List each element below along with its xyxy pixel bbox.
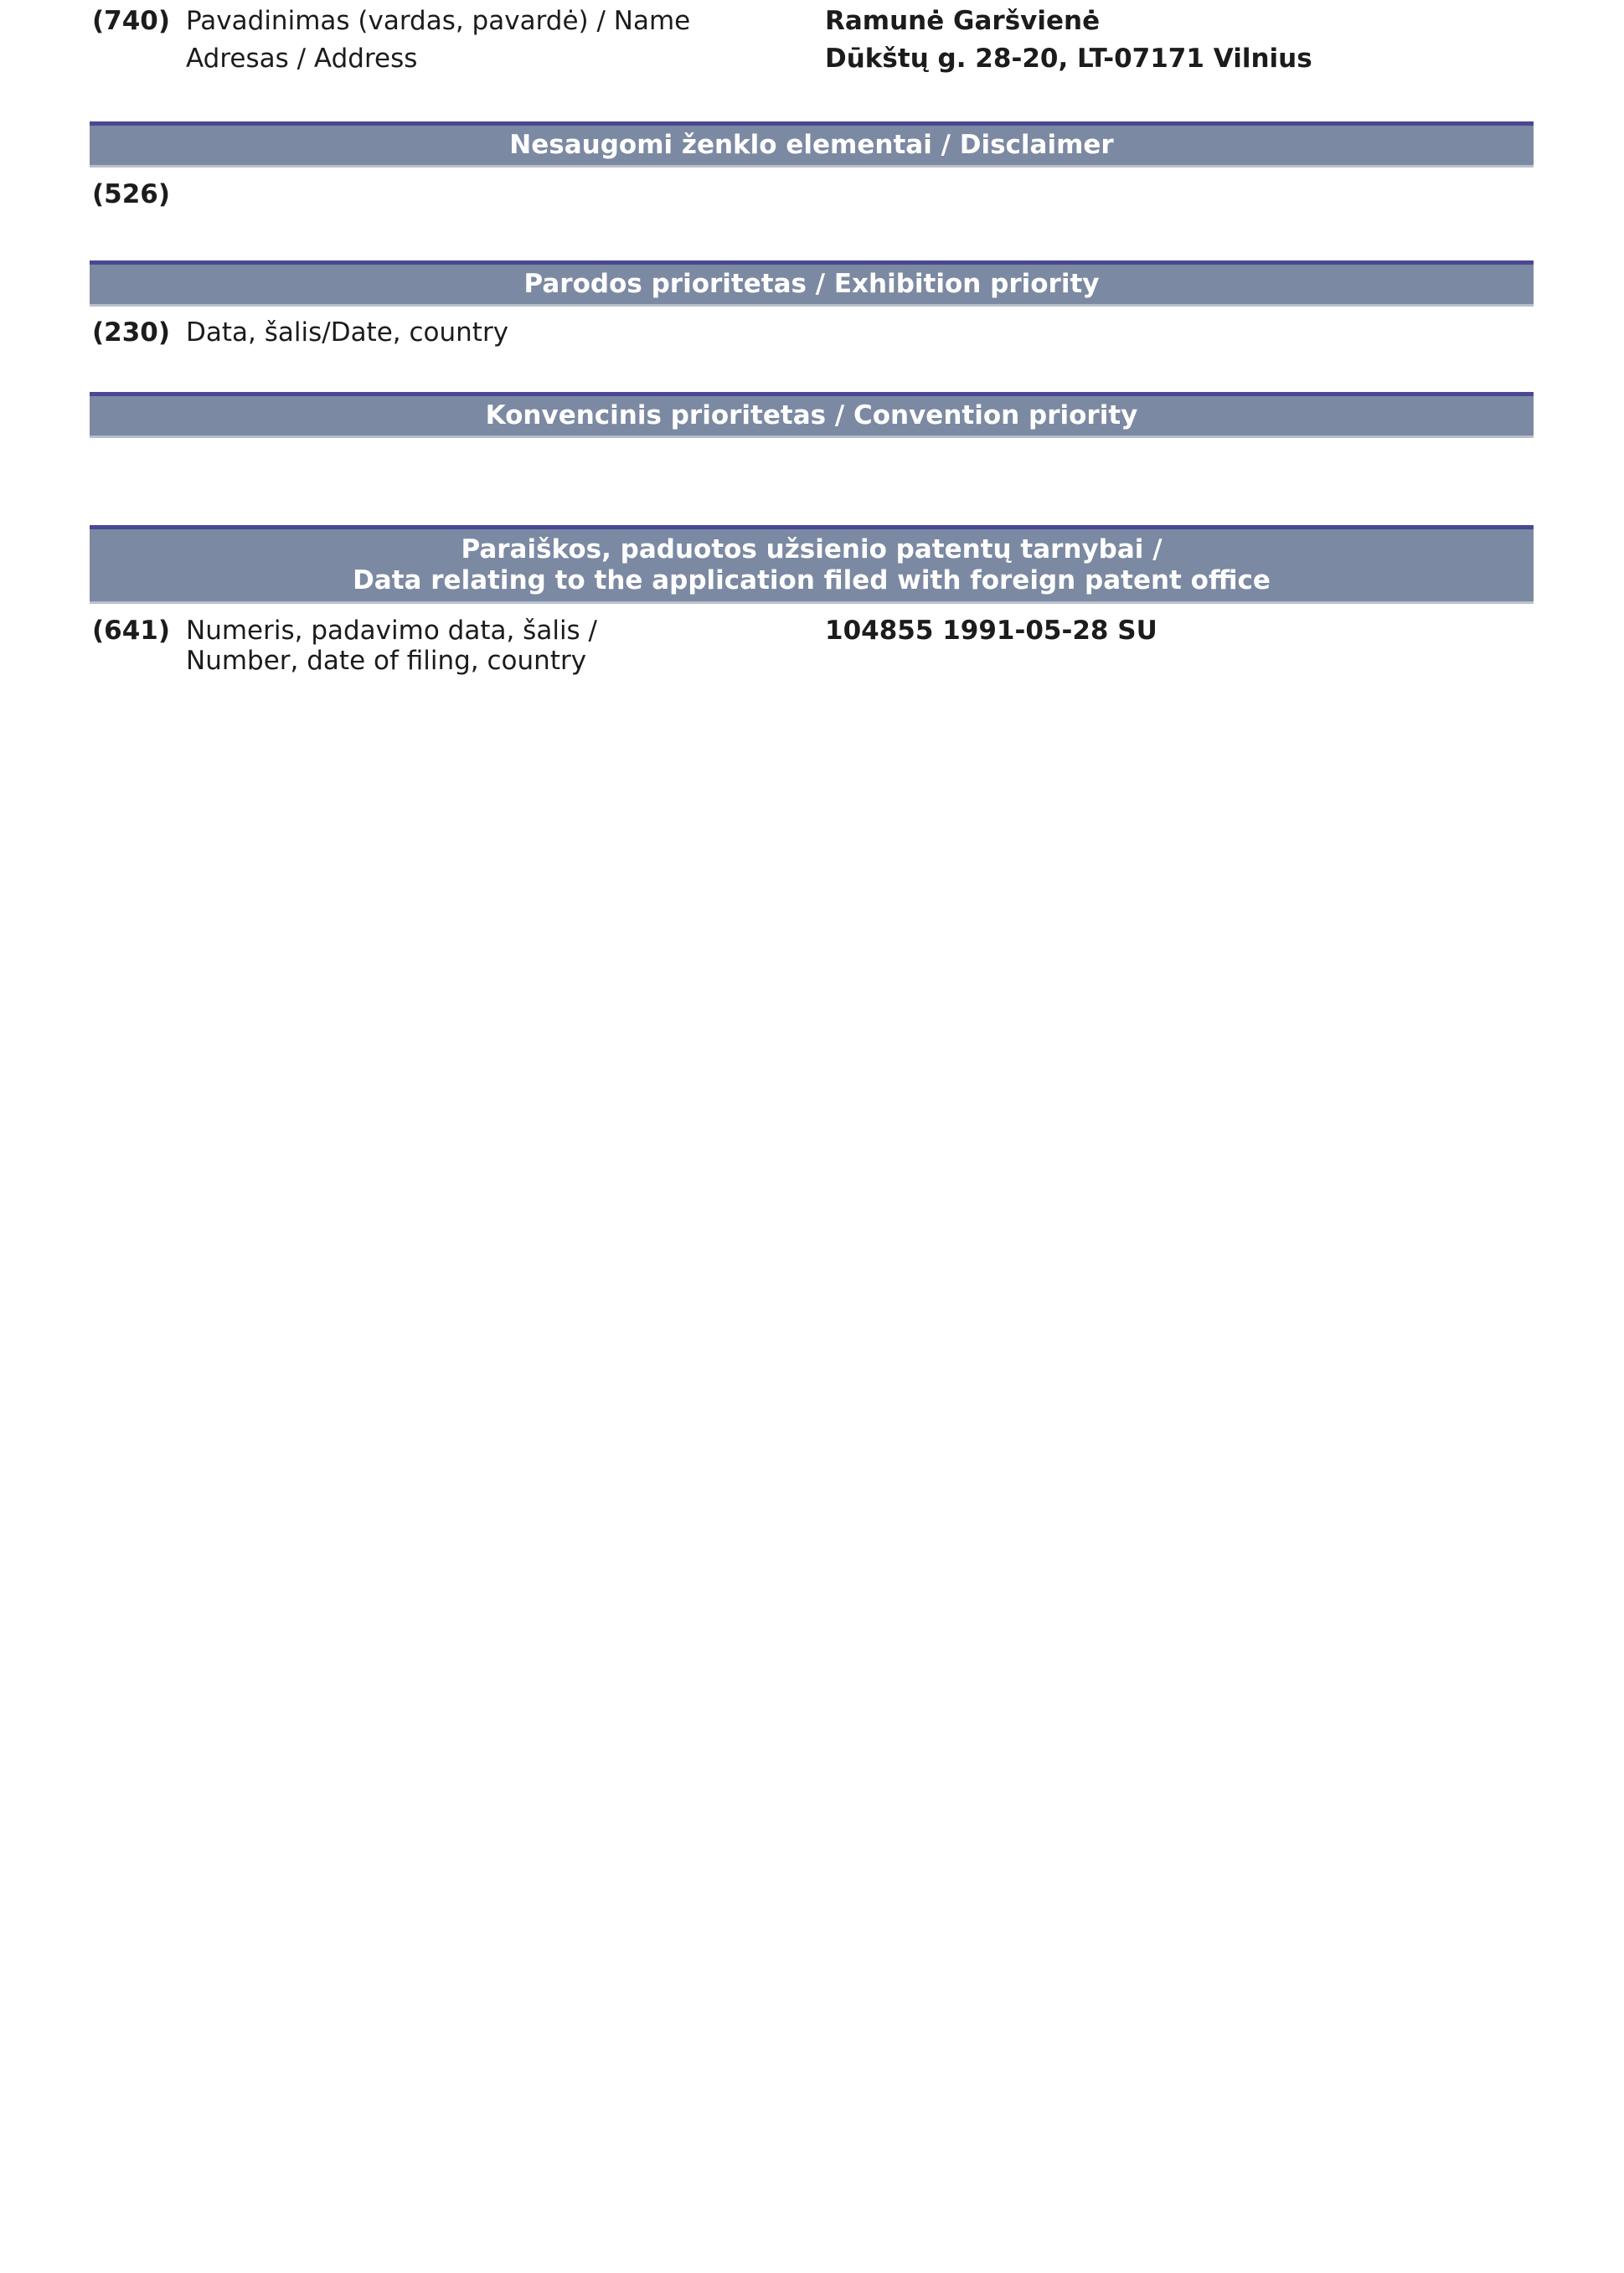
foreign-application-label-line1: Numeris, padavimo data, šalis / bbox=[186, 616, 598, 646]
section-header-convention-priority: Konvencinis prioritetas / Convention priority bbox=[90, 392, 1534, 438]
representative-address-value: Dūkštų g. 28-20, LT-07171 Vilnius bbox=[825, 44, 1312, 74]
foreign-application-header-line2: Data relating to the application filed with foreign patent office bbox=[353, 565, 1271, 595]
foreign-application-header-line1: Paraiškos, paduotos užsienio patentų tarnybai / bbox=[461, 534, 1163, 564]
section-header-disclaimer: Nesaugomi ženklo elementai / Disclaimer bbox=[90, 121, 1534, 168]
inid-code-230: (230) bbox=[92, 317, 171, 348]
inid-code-641: (641) bbox=[92, 616, 171, 646]
exhibition-priority-label: Data, šalis/Date, country bbox=[186, 317, 509, 348]
representative-name-value: Ramunė Garšvienė bbox=[825, 6, 1101, 36]
section-header-exhibition-priority: Parodos prioritetas / Exhibition priority bbox=[90, 260, 1534, 307]
inid-code-740: (740) bbox=[92, 6, 171, 36]
representative-name-label: Pavadinimas (vardas, pavardė) / Name bbox=[186, 6, 691, 36]
inid-code-526: (526) bbox=[92, 179, 171, 209]
representative-address-label: Adresas / Address bbox=[186, 44, 418, 74]
section-header-foreign-application bbox=[90, 525, 1534, 604]
foreign-application-value: 104855 1991-05-28 SU bbox=[825, 616, 1157, 646]
foreign-application-label-line2: Number, date of filing, country bbox=[186, 646, 587, 676]
